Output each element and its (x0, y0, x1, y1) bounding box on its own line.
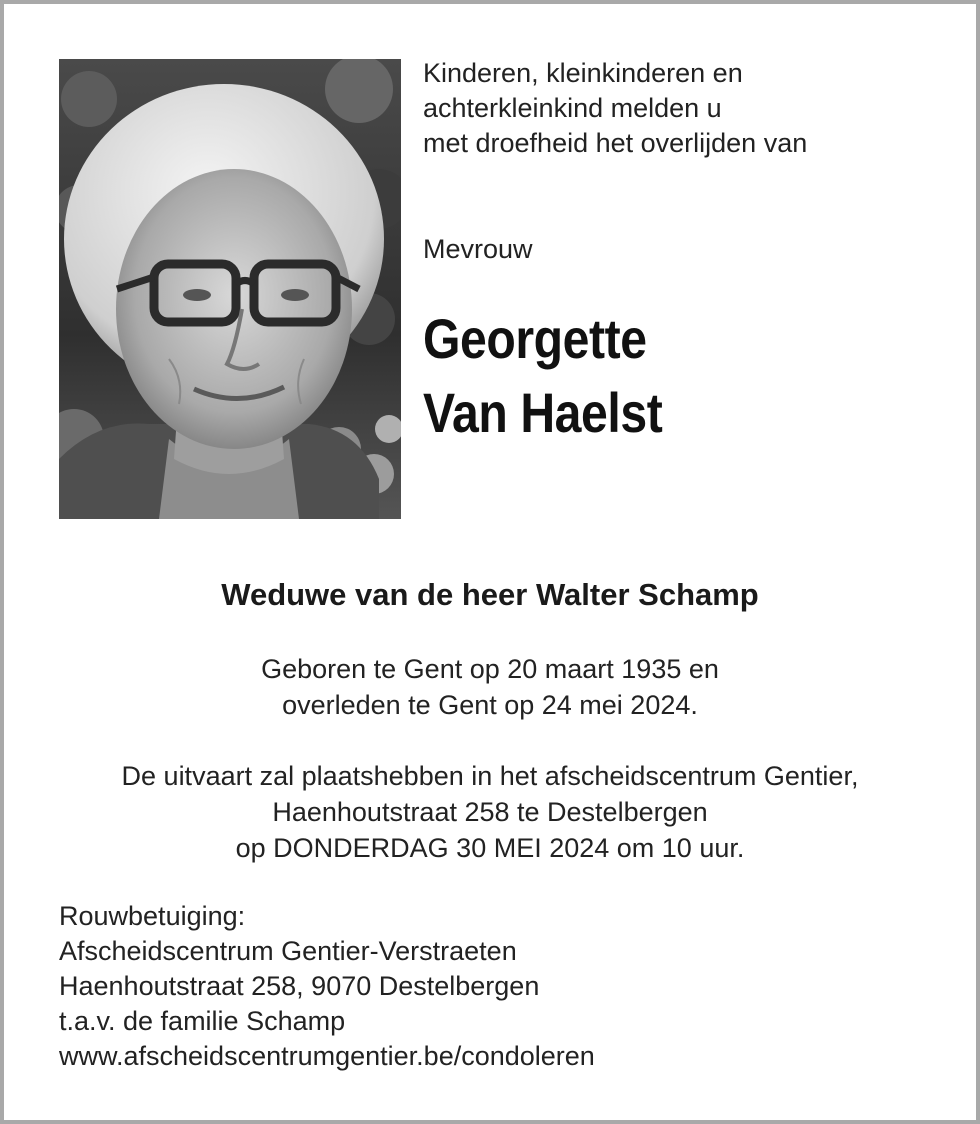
birth-death-info (0, 651, 980, 723)
intro-line: achterkleinkind melden u (423, 93, 722, 123)
funeral-line: op DONDERDAG 30 MEI 2024 om 10 uur. (235, 833, 745, 863)
intro-line: Kinderen, kleinkinderen en (423, 58, 743, 88)
deceased-name (423, 302, 662, 450)
condolence-address (59, 899, 595, 1074)
condolence-line: Afscheidscentrum Gentier-Verstraeten (59, 936, 517, 966)
last-name: Van Haelst (423, 381, 663, 444)
intro-line: met droefheid het overlijden van (423, 128, 808, 158)
death-line: overleden te Gent op 24 mei 2024. (282, 690, 698, 720)
widow-of: Weduwe van de heer Walter Schamp (221, 577, 759, 612)
portrait-photo (59, 59, 401, 519)
announcement-intro (423, 56, 807, 161)
condolence-line: Haenhoutstraat 258, 9070 Destelbergen (59, 971, 540, 1001)
funeral-info (0, 758, 980, 866)
condolence-url: www.afscheidscentrumgentier.be/condoleren (59, 1041, 595, 1071)
funeral-line: De uitvaart zal plaatshebben in het afscheidscentrum Gentier, (121, 761, 859, 791)
funeral-line: Haenhoutstraat 258 te Destelbergen (272, 797, 708, 827)
salutation: Mevrouw (423, 234, 533, 264)
first-name: Georgette (423, 307, 647, 370)
condolence-heading: Rouwbetuiging: (59, 901, 246, 931)
birth-line: Geboren te Gent op 20 maart 1935 en (261, 654, 719, 684)
condolence-line: t.a.v. de familie Schamp (59, 1006, 346, 1036)
